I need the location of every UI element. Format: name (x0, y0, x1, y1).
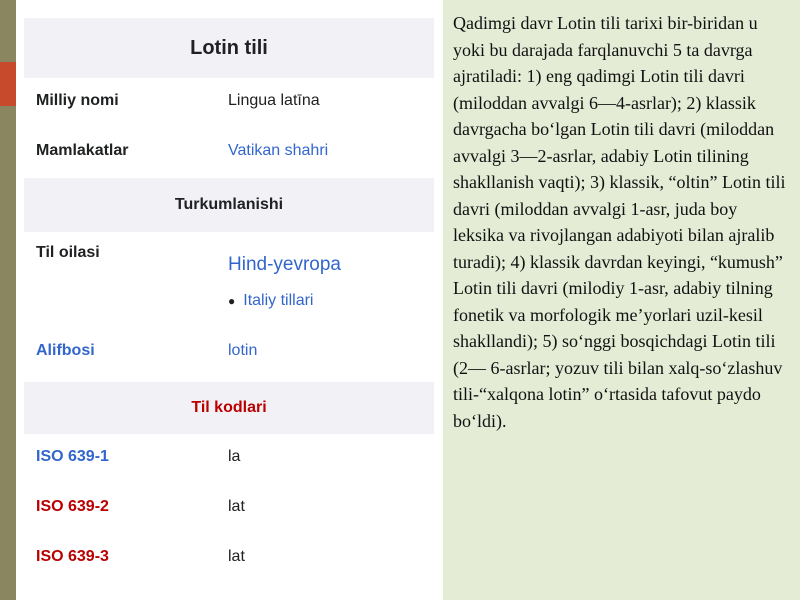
row-value: Lingua latīna (228, 92, 320, 109)
subfamily-item (228, 292, 341, 310)
iso-code-value: lat (228, 498, 245, 515)
alphabet-label-link[interactable]: Alifbosi (36, 342, 95, 359)
row-iso-639-3 (24, 534, 434, 584)
iso-code-value: la (228, 448, 241, 465)
row-label: Milliy nomi (36, 92, 119, 109)
infobox-title: Lotin tili (24, 18, 434, 78)
bullet-icon: ● (228, 294, 236, 308)
row-label: Mamlakatlar (36, 142, 129, 159)
row-til-oilasi (24, 232, 434, 332)
row-label: Til oilasi (36, 244, 100, 261)
section-language-codes[interactable]: Til kodlari (24, 382, 434, 434)
country-link[interactable]: Vatikan shahri (228, 142, 329, 159)
alphabet-value-link[interactable]: lotin (228, 342, 258, 359)
subfamily-link[interactable]: Italiy tillari (243, 292, 314, 309)
decorative-accent (0, 62, 16, 106)
language-family-link[interactable]: Hind-yevropa (228, 254, 341, 275)
iso-code-link[interactable]: ISO 639-3 (36, 548, 109, 565)
row-milliy-nomi (24, 78, 434, 128)
row-mamlakatlar (24, 128, 434, 178)
iso-code-value: lat (228, 548, 245, 565)
text-panel (443, 0, 800, 600)
history-paragraph: Qadimgi davr Lotin tili tarixi bir-biridan u yoki bu darajada farqlanuvchi 5 ta davrga ajratiladi: 1) eng qadimgi Lotin tili davri (miloddan avvalgi 6—4-asrlar); 2) klassik davrgacha bo‘lgan Lotin tili davri (miloddan avvalgi 3—2-asrlar, adabiy Lotin tilining shakllanish vaqti); 3) klassik, “oltin” Lotin tili davri (miloddan avvalgi 1-asr, juda boy leksika va rivojlangan adabiyoti bilan ajralib turadi); 4) klassik davrdan keyingi, “kumush” Lotin tili davri (milodiy 1-asr, adabiy tilning fonetik va morfologik me’yorlari uzil-kesil shakllandi); 5) so‘nggi bosqichdagi Lotin tili (2— 6-asrlar; yozuv tili bilan xalq-so‘zlashuv tili-“xalqona lotin” o‘rtasida tafovut paydo bo‘ldi). (453, 13, 786, 431)
iso-code-link[interactable]: ISO 639-1 (36, 448, 109, 465)
language-infobox (24, 18, 434, 600)
row-iso-639-2 (24, 484, 434, 534)
row-iso-639-1 (24, 434, 434, 484)
row-alifbosi (24, 332, 434, 382)
section-classification: Turkumlanishi (24, 178, 434, 232)
family-values (228, 244, 341, 310)
iso-code-link[interactable]: ISO 639-2 (36, 498, 109, 515)
